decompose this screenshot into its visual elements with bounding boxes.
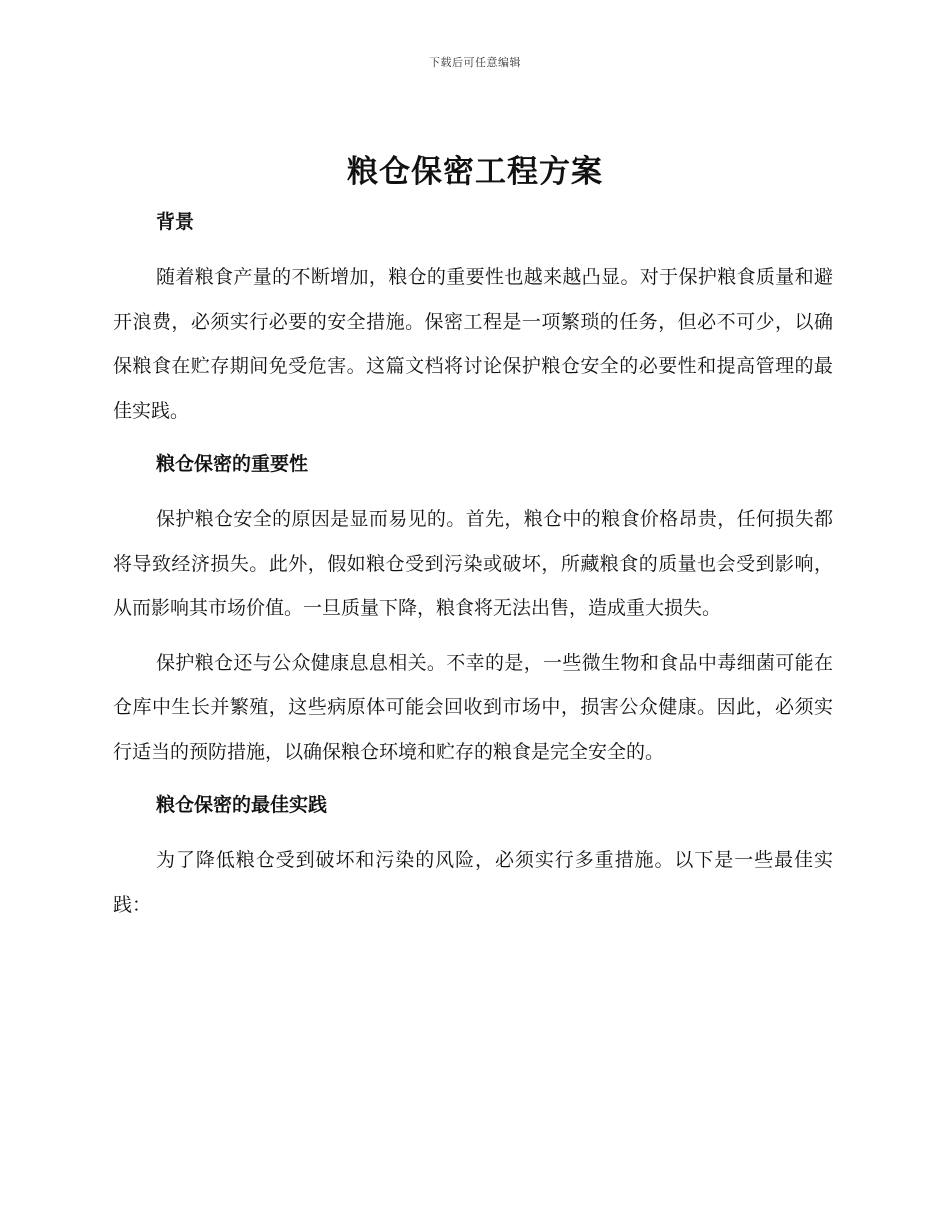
- paragraph-practices: 为了降低粮仓受到破坏和污染的风险，必须实行多重措施。以下是一些最佳实践：: [113, 849, 833, 916]
- section-heading-importance: 粮仓保密的重要性: [156, 453, 309, 475]
- document-body: [113, 205, 833, 927]
- paragraph-background: 随着粮食产量的不断增加，粮仓的重要性也越来越凸显。对于保护粮食质量和避开浪费，必须实行必要的安全措施。保密工程是一项繁琐的任务，但必不可少，以确保粮食在贮存期间免受危害。这篇文档将讨论保护粮仓安全的必要性和提高管理的最佳实践。: [113, 266, 833, 422]
- section-heading-background: 背景: [156, 211, 195, 233]
- document-title: 粮仓保密工程方案: [347, 154, 603, 190]
- header-note: 下载后可任意编辑: [429, 56, 521, 69]
- paragraph-importance-1: 保护粮仓安全的原因是显而易见的。首先，粮仓中的粮食价格昂贵，任何损失都将导致经济损失。此外，假如粮仓受到污染或破坏，所藏粮食的质量也会受到影响，从而影响其市场价值。一旦质量下降，粮食将无法出售，造成重大损失。: [113, 508, 833, 619]
- paragraph-importance-2: 保护粮仓还与公众健康息息相关。不幸的是，一些微生物和食品中毒细菌可能在仓库中生长并繁殖，这些病原体可能会回收到市场中，损害公众健康。因此，必须实行适当的预防措施，以确保粮仓环境和贮存的粮食是完全安全的。: [113, 651, 833, 763]
- section-heading-practices: 粮仓保密的最佳实践: [156, 794, 328, 816]
